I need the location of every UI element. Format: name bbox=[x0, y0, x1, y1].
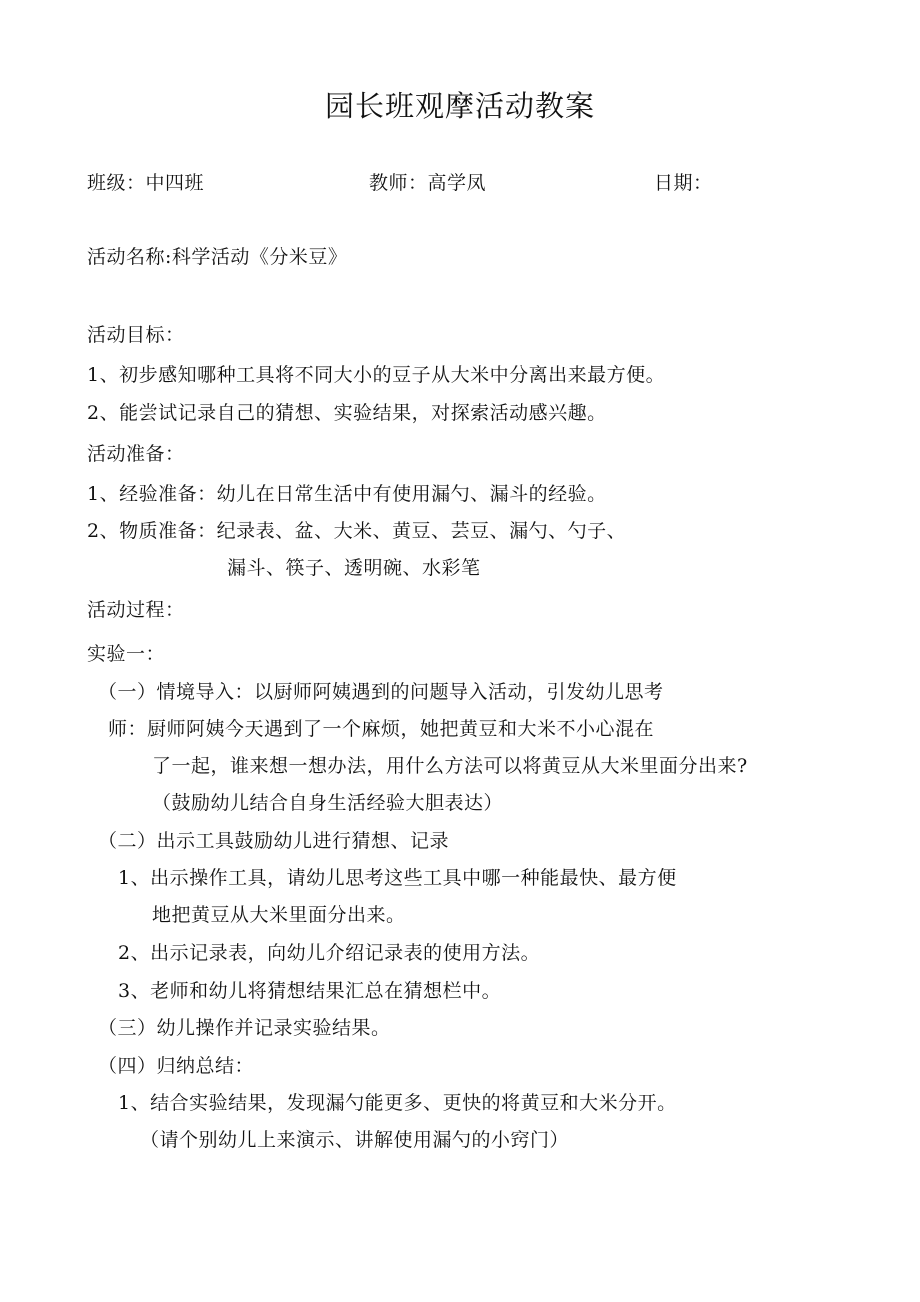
class-field: 班级：中四班 bbox=[87, 172, 205, 194]
process-heading: 活动过程： bbox=[87, 599, 185, 621]
step-2-item-3: 3、老师和幼儿将猜想结果汇总在猜想栏中。 bbox=[118, 980, 502, 1002]
preparation-heading: 活动准备： bbox=[87, 443, 185, 465]
goal-item-1: 1、初步感知哪种工具将不同大小的豆子从大米中分离出来最方便。 bbox=[87, 364, 666, 386]
goals-heading: 活动目标： bbox=[87, 324, 185, 346]
encourage-note: （鼓励幼儿结合自身生活经验大胆表达） bbox=[152, 792, 504, 814]
preparation-item-1: 1、经验准备：幼儿在日常生活中有使用漏勺、漏斗的经验。 bbox=[87, 483, 607, 505]
document-title: 园长班观摩活动教案 bbox=[324, 89, 595, 123]
step-4-note: （请个别幼儿上来演示、讲解使用漏勺的小窍门） bbox=[140, 1129, 570, 1151]
step-2-item-1: 1、出示操作工具，请幼儿思考这些工具中哪一种能最快、最方便 bbox=[118, 867, 677, 889]
goal-item-2: 2、能尝试记录自己的猜想、实验结果，对探索活动感兴趣。 bbox=[87, 402, 607, 424]
preparation-item-2-continued: 漏斗、筷子、透明碗、水彩笔 bbox=[227, 557, 481, 579]
teacher-line-continued: 了一起，谁来想一想办法，用什么方法可以将黄豆从大米里面分出来? bbox=[152, 755, 748, 777]
step-2-item-1-continued: 地把黄豆从大米里面分出来。 bbox=[152, 904, 406, 926]
process-step-4: （四）归纳总结： bbox=[98, 1055, 255, 1077]
step-2-item-2: 2、出示记录表，向幼儿介绍记录表的使用方法。 bbox=[118, 942, 541, 964]
activity-name: 活动名称:科学活动《分米豆》 bbox=[87, 246, 348, 268]
process-step-1: （一）情境导入：以厨师阿姨遇到的问题导入活动，引发幼儿思考 bbox=[98, 681, 664, 703]
date-field: 日期： bbox=[654, 172, 713, 194]
experiment-one-heading: 实验一： bbox=[87, 643, 166, 665]
step-4-item-1: 1、结合实验结果，发现漏勺能更多、更快的将黄豆和大米分开。 bbox=[118, 1092, 677, 1114]
teacher-line: 师：厨师阿姨今天遇到了一个麻烦，她把黄豆和大米不小心混在 bbox=[108, 718, 655, 740]
preparation-item-2: 2、物质准备：纪录表、盆、大米、黄豆、芸豆、漏勺、勺子、 bbox=[87, 520, 627, 542]
process-step-3: （三）幼儿操作并记录实验结果。 bbox=[98, 1017, 391, 1039]
process-step-2: （二）出示工具鼓励幼儿进行猜想、记录 bbox=[98, 830, 450, 852]
teacher-field: 教师：高学凤 bbox=[369, 172, 487, 194]
